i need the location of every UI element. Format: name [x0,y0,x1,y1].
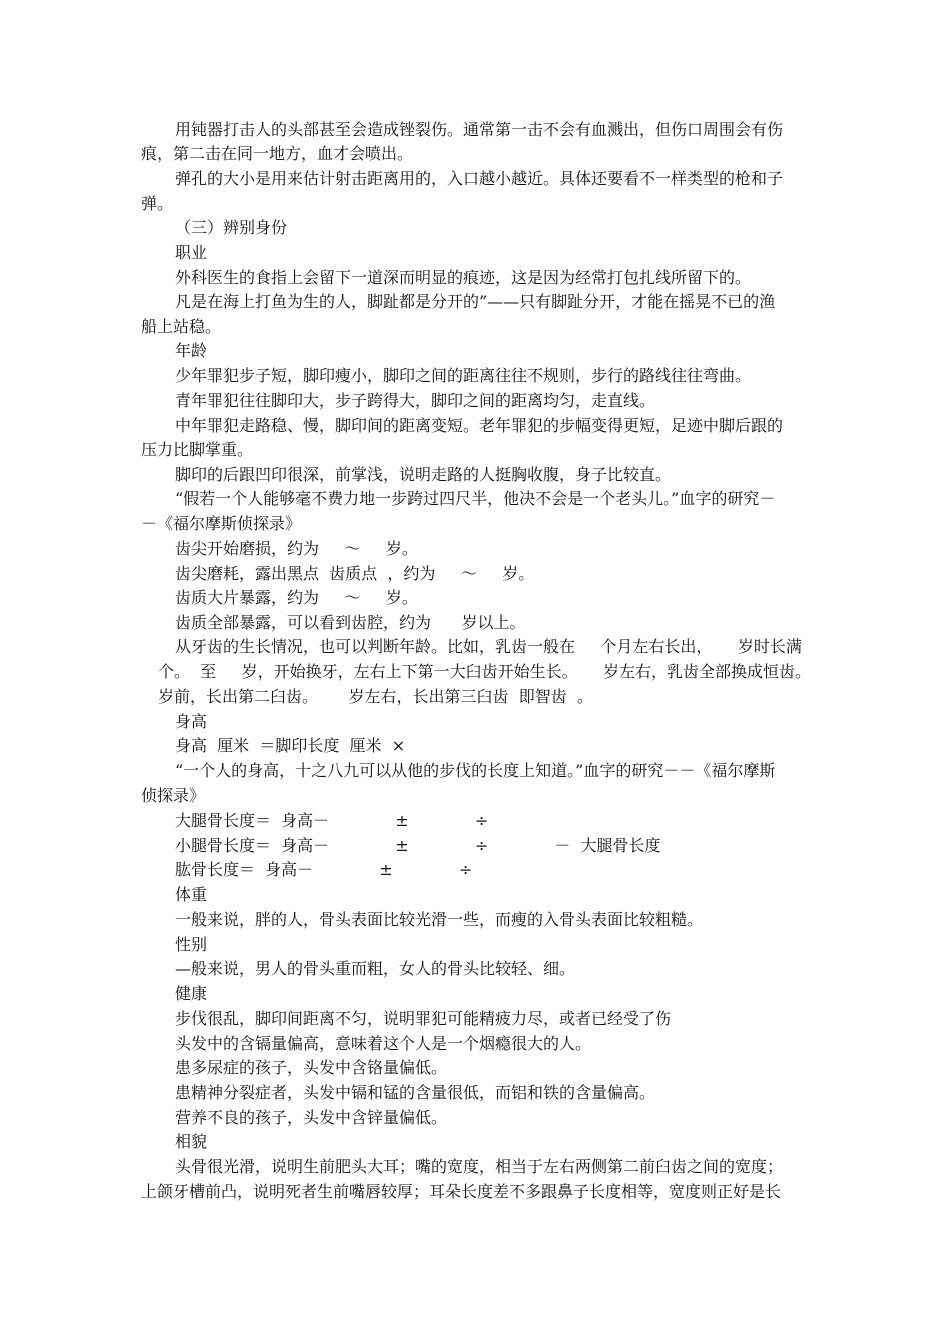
text-line: 压力比脚掌重。 [141,440,254,459]
subheading: 性别 [175,935,208,954]
text-line: 上颌牙槽前凸，说明死者生前嘴唇较厚；耳朵长度差不多跟鼻子长度相等，宽度则正好是长 [141,1182,782,1201]
subheading: 相貌 [175,1132,208,1151]
formula-line: 大腿骨长度＝ 身高－ ± ÷ [175,811,489,830]
text-line: 中年罪犯走路稳、慢，脚印间的距离变短。老年罪犯的步幅变得更短，足迹中脚后跟的 [175,416,784,435]
text-line: 齿质大片暴露，约为 ～ 岁。 [175,588,418,607]
formula-line: 小腿骨长度＝ 身高－ ± ÷ － 大腿骨长度 [175,836,661,855]
text-line: 个。 至 岁，开始换牙，左右上下第一大臼齿开始生长。 岁左右，乳齿全部换成恒齿。 [158,662,812,681]
text-line: 岁前，长出第二臼齿。 岁左右，长出第三臼齿 即智齿 。 [158,687,593,706]
text-line: 少年罪犯步子短，脚印瘦小，脚印之间的距离往往不规则，步行的路线往往弯曲。 [175,366,752,385]
text-line: 用钝器打击人的头部甚至会造成锉裂伤。通常第一击不会有血溅出，但伤口周围会有伤 [175,120,784,139]
text-line: 头发中的含镉量偏高，意味着这个人是一个烟瘾很大的人。 [175,1034,592,1053]
text-line: 齿尖开始磨损，约为 ～ 岁。 [175,539,418,558]
formula-line: 肱骨长度＝ 身高－ ± ÷ [175,860,473,879]
text-line: 患精神分裂症者，头发中镉和锰的含量很低，而铝和铁的含量偏高。 [175,1083,656,1102]
quote-line: “一个人的身高，十之八九可以从他的步伐的长度上知道。”血字的研究－－《福尔摩斯 [175,761,776,780]
text-line: 青年罪犯往往脚印大，步子跨得大，脚印之间的距离均匀，走直线。 [175,391,656,410]
text-line: 一般来说，胖的人，骨头表面比较光滑一些，而瘦的入骨头表面比较粗糙。 [175,910,704,929]
text-line: 齿质全部暴露，可以看到齿腔，约为 岁以上。 [175,613,526,632]
section-heading: （三）辨别身份 [175,218,288,237]
text-line: 齿尖磨耗，露出黑点 齿质点 ，约为 ～ 岁。 [175,564,535,583]
subheading: 健康 [175,984,208,1003]
text-line: 步伐很乱，脚印间距离不匀，说明罪犯可能精疲力尽，或者已经受了伤 [175,1009,672,1028]
text-line: —般来说，男人的骨头重而粗，女人的骨头比较轻、细。 [175,959,576,978]
text-line: 船上站稳。 [141,317,222,336]
text-line: 脚印的后跟凹印很深，前掌浅，说明走路的人挺胸收腹，身子比较直。 [175,465,672,484]
formula-line: 身高 厘米 ＝脚印长度 厘米 × [175,736,406,755]
subheading: 身高 [175,712,208,731]
text-line: 弹孔的大小是用来估计射击距离用的，入口越小越近。具体还要看不一样类型的枪和子 [175,169,784,188]
subheading: 年龄 [175,341,208,360]
quote-line: 侦探录》 [141,786,206,805]
text-line: 痕，第二击在同一地方，血才会喷出。 [141,144,414,163]
text-line: 营养不良的孩子，头发中含锌量偏低。 [175,1108,448,1127]
subheading: 职业 [175,243,208,262]
quote-line: －《福尔摩斯侦探录》 [141,514,302,533]
text-line: 凡是在海上打鱼为生的人，脚趾都是分开的”——只有脚趾分开，才能在摇晃不已的渔 [175,292,776,311]
text-line: 弹。 [141,194,174,213]
text-line: 外科医生的食指上会留下一道深而明显的痕迹，这是因为经常打包扎线所留下的。 [175,268,752,287]
text-line: 头骨很光滑，说明生前肥头大耳；嘴的宽度，相当于左右两侧第二前臼齿之间的宽度； [175,1157,784,1176]
quote-line: “假若一个人能够毫不费力地一步跨过四尺半，他决不会是一个老头儿。”血字的研究－ [175,489,776,508]
subheading: 体重 [175,885,208,904]
text-line: 患多尿症的孩子，头发中含铬量偏低。 [175,1058,448,1077]
text-line: 从牙齿的生长情况，也可以判断年龄。比如，乳齿一般在 个月左右长出， 岁时长满 [175,637,802,656]
